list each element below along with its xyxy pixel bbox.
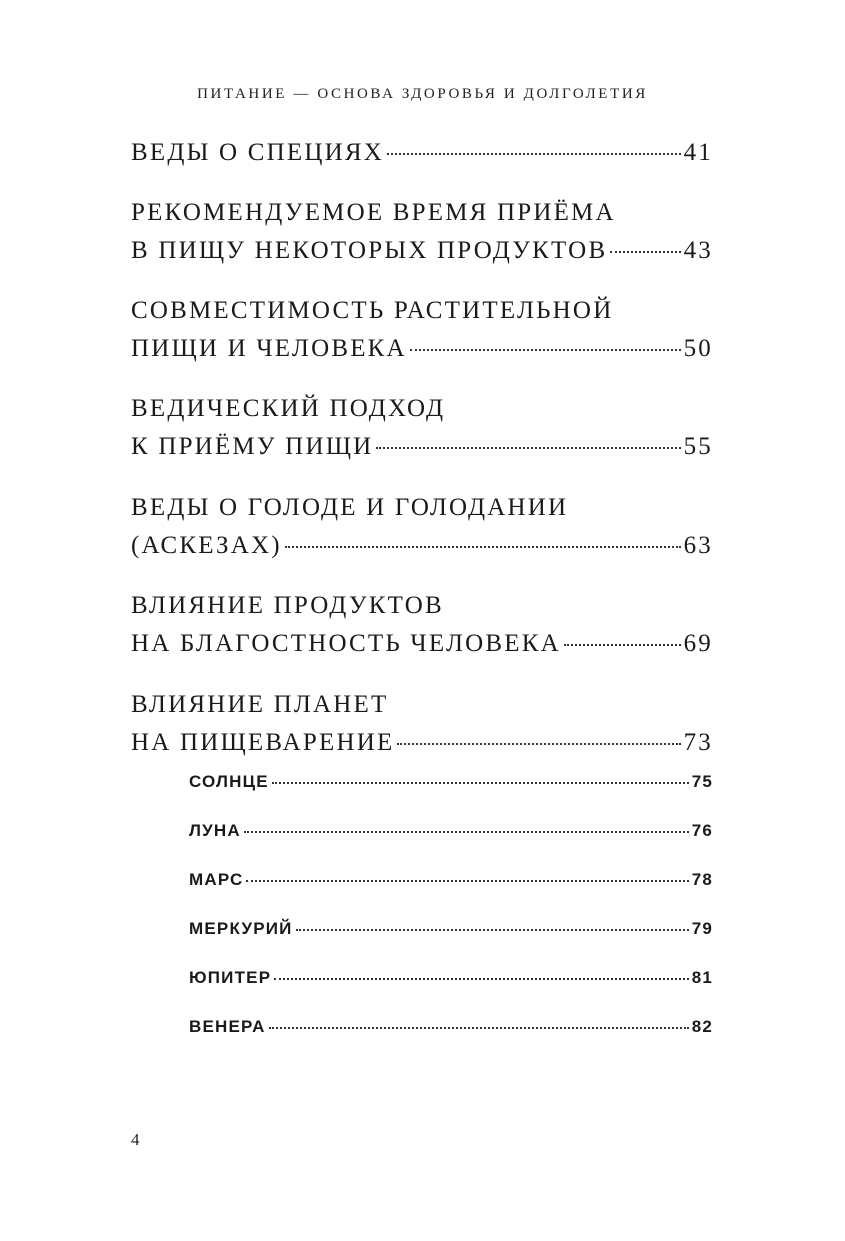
dot-leader (376, 447, 680, 449)
toc-page-number: 50 (683, 335, 713, 362)
dot-leader (397, 743, 680, 745)
toc-entry[interactable] (131, 726, 713, 760)
toc-entry-title: (АСКЕЗАХ) (131, 532, 282, 559)
toc-subentry-title: ЛУНА (189, 821, 241, 840)
dot-leader (272, 782, 689, 784)
toc-entry-title: НА ПИЩЕВАРЕНИЕ (131, 729, 395, 756)
toc-page-number: 82 (691, 1017, 713, 1036)
toc-page-number: 55 (683, 433, 713, 460)
toc-entry[interactable] (131, 332, 713, 366)
toc-entry-title: РЕКОМЕНДУЕМОЕ ВРЕМЯ ПРИЁМА (131, 199, 616, 226)
page-number-folio: 4 (131, 1130, 140, 1149)
dot-leader (296, 929, 689, 931)
toc-entry-title: СОВМЕСТИМОСТЬ РАСТИТЕЛЬНОЙ (131, 297, 614, 324)
toc-entry-title: ВЕДЫ О СПЕЦИЯХ (131, 139, 384, 166)
dot-leader (564, 644, 681, 646)
toc-subentry-title: СОЛНЦЕ (189, 772, 269, 791)
dot-leader (244, 831, 689, 833)
toc-page-number: 43 (683, 237, 713, 264)
toc-subentry[interactable] (189, 1015, 713, 1039)
dot-leader (274, 978, 688, 980)
dot-leader (285, 546, 681, 548)
toc-entry[interactable] (131, 627, 713, 661)
toc-page-number: 78 (691, 870, 713, 889)
toc-subentry[interactable] (189, 966, 713, 990)
dot-leader (246, 880, 688, 882)
toc-entry-title: К ПРИЁМУ ПИЩИ (131, 433, 374, 460)
toc-entry[interactable] (131, 430, 713, 464)
toc-entry-title: ВЛИЯНИЕ ПЛАНЕТ (131, 691, 389, 718)
toc-subentry[interactable] (189, 917, 713, 941)
toc-entry-title: НА БЛАГОСТНОСТЬ ЧЕЛОВЕКА (131, 630, 561, 657)
toc-entry[interactable] (131, 234, 713, 268)
toc-subentry[interactable] (189, 770, 713, 794)
toc-entry[interactable] (131, 136, 713, 170)
toc-page-number: 73 (683, 729, 713, 756)
toc-page-number: 75 (691, 772, 713, 791)
toc-subentry[interactable] (189, 868, 713, 892)
toc-entry-title: ВЛИЯНИЕ ПРОДУКТОВ (131, 592, 444, 619)
dot-leader (387, 153, 681, 155)
dot-leader (610, 251, 680, 253)
toc-entry-title: ВЕДЫ О ГОЛОДЕ И ГОЛОДАНИИ (131, 494, 569, 521)
toc-entry-title: В ПИЩУ НЕКОТОРЫХ ПРОДУКТОВ (131, 237, 608, 264)
toc-entry-title-line[interactable] (131, 688, 713, 722)
toc-entry-title: ВЕДИЧЕСКИЙ ПОДХОД (131, 395, 446, 422)
toc-entry-title-line[interactable] (131, 392, 713, 426)
toc-page-number: 76 (691, 821, 713, 840)
toc-page-number: 81 (691, 968, 713, 987)
toc-entry-title-line[interactable] (131, 491, 713, 525)
running-head: ПИТАНИЕ — ОСНОВА ЗДОРОВЬЯ И ДОЛГОЛЕТИЯ (197, 86, 648, 102)
toc-page-number: 63 (683, 532, 713, 559)
toc-subentry-title: МАРС (189, 870, 244, 889)
dot-leader (269, 1027, 689, 1029)
toc-page-number: 69 (683, 630, 713, 657)
toc-page-number: 79 (691, 919, 713, 938)
toc-entry-title: ПИЩИ И ЧЕЛОВЕКА (131, 335, 407, 362)
toc-subentry-title: МЕРКУРИЙ (189, 919, 293, 938)
toc-entry-title-line[interactable] (131, 196, 713, 230)
toc-entry[interactable] (131, 529, 713, 563)
dot-leader (410, 349, 681, 351)
toc-subentry[interactable] (189, 819, 713, 843)
toc-entry-title-line[interactable] (131, 294, 713, 328)
toc-subentry-title: ВЕНЕРА (189, 1017, 266, 1036)
toc-page-number: 41 (683, 139, 713, 166)
toc-subentry-title: ЮПИТЕР (189, 968, 272, 987)
toc-entry-title-line[interactable] (131, 589, 713, 623)
